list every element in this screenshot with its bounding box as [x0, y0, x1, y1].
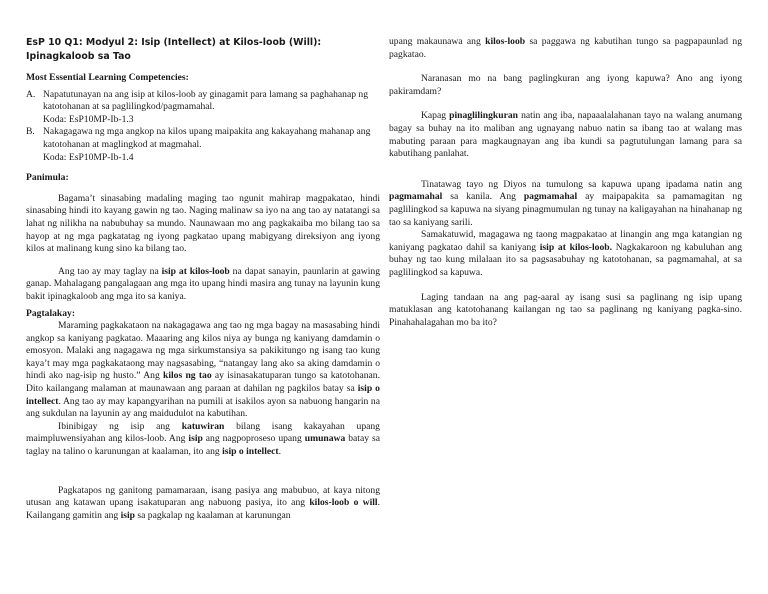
- bold-term: kilos ng tao: [163, 370, 212, 382]
- module-title: [26, 36, 380, 64]
- bold-term: kilos-loob: [485, 36, 526, 47]
- left-column: [26, 36, 380, 522]
- competency-item-a: [26, 89, 380, 127]
- text-run: upang makaunawa ang: [389, 36, 486, 47]
- text-run: ang nagpoproseso upang: [202, 433, 305, 445]
- pagtalakay-paragraph-1: [26, 320, 380, 421]
- text-run: natin ang iba, napaaalalahanan tayo na walang anumang bagay sa buhay na ito maliban ang ugnayang nabuo natin sa ibang tao at walang mas mabuting paraan para magkaugnayan ang iba kundi sa pagtutulungan lamang para sa kabutihang panlahat.: [389, 110, 742, 160]
- competency-label: B.: [26, 126, 35, 138]
- right-column: [389, 36, 742, 329]
- text-run: Pagkatapos ng ganitong pamamaraan, isang pasiya ang mabubuo, at kaya nitong utusan ang katawan upang isakatuparan ang nabuong pasiya, ito ang: [26, 484, 380, 509]
- competency-code: Koda: EsP10MP-Ib-1.3: [43, 113, 134, 125]
- text-run: batay sa taglay na talino o karunungan at kaalaman, ito ang: [26, 433, 380, 458]
- pagtalakay-paragraph-3: [26, 485, 380, 523]
- text-run: Tinatawag tayo ng Diyos na tumulong sa kapuwa upang ipadama natin ang: [421, 178, 742, 190]
- right-paragraph-6: Laging tandaan na ang pag-aaral ay isang susi sa paglinang ng isip upang matuklasan ang katotohanang kailangan ng tao sa paglinang ng kaniyang pagka-sino. Pinahahalagahan mo ba ito?: [389, 291, 742, 328]
- panimula-paragraph-1: Bagama’t sinasabing madaling maging tao ngunit mahirap magpakatao, hindi sinasabing hindi ito kayang gawin ng tao. Naging malinaw sa iyo na ang tao ay natatangi sa lahat ng nilikha na nabubuhay sa mundo. Naunawaan mo ang pagkakaiba mo bilang tao sa hayop at ng mga pagkatatag ng iyong pagkatao upang mabigyang direksiyon ang iyong kilos at malinang kung sino ka bilang tao.: [26, 192, 380, 255]
- right-paragraph-4: [389, 179, 742, 229]
- competency-label: A.: [26, 88, 36, 100]
- module-title-line2: Ipinagkaloob sa Tao: [26, 51, 131, 62]
- competency-item-b: [26, 126, 380, 164]
- text-run: na dapat sanayin, paunlarin at gawing ganap. Mahalagang pangalagaan ang mga ito upang hindi masira ang tunay na layunin kung bakit ipinagkaloob ang mga ito sa kaniya.: [26, 265, 380, 302]
- bold-term: kilos-loob o will: [309, 497, 378, 509]
- text-run: . Kailangang gamitin ang: [26, 497, 380, 521]
- text-run: Samakatuwid, magagawa ng taong magpakatao at linangin ang mga katangian ng kaniyang pagkatao dahil sa kaniyang: [389, 229, 742, 253]
- right-paragraph-5: [389, 229, 742, 279]
- bold-term: isip at kilos-loob: [161, 265, 230, 277]
- melc-heading: Most Essential Learning Competencies:: [26, 72, 189, 83]
- text-run: Nagkakaroon ng kabuluhan ang buhay ng tao kung milalaan ito sa pagsasabuhay ng katotohanan, sa pagmamahal, at sa paglilingkod sa kapuwa.: [389, 241, 742, 278]
- text-run: Ang tao ay may taglay na: [58, 265, 162, 277]
- bold-term: pinaglilingkuran: [449, 110, 518, 122]
- text-run: sa paggawa ng kabutihan tungo sa pagpapaunlad ng pagkatao.: [389, 36, 742, 60]
- text-run: bilang isang kakayahan upang maimpluwensiyahan ang kilos-loob. Ang: [26, 420, 380, 445]
- bold-term: isip: [188, 433, 203, 445]
- bold-term: isip o intellect: [222, 446, 279, 458]
- bold-term: isip o intellect: [26, 383, 380, 407]
- text-run: .: [278, 446, 281, 458]
- text-run: Ibinibigay ng isip ang: [58, 420, 182, 432]
- bold-term: katuwiran: [181, 420, 225, 432]
- text-run: Maraming pagkakataon na nakagagawa ang tao ng mga bagay na masasabing hindi angkop sa kaniyang pagkatao. Maaaring ang kilos niya ay bunga ng kaniyang damdamin o emosyon. Malaki ang nagagawa ng mga sirkumstansiya sa pakikitungo ng isang tao kung kaya’t may mga pagkakataong may nagsasabing, “natangay lang ako sa aking damdamin o hindi ako nag-isip ng husto.” Ang: [26, 320, 380, 382]
- right-paragraph-1: [389, 36, 742, 61]
- text-run: sa kanila. Ang: [442, 191, 524, 203]
- pagtalakay-paragraph-2: [26, 421, 380, 459]
- bold-term: umunawa: [304, 433, 346, 445]
- text-run: sa pagkalap ng kaalaman at karunungan: [135, 509, 291, 521]
- bold-term: pagmamahal: [389, 191, 443, 203]
- competency-text: Nakagagawa ng mga angkop na kilos upang maipakita ang kakayahang mahanap ang katotohanan at maglingkod at magmahal.: [43, 126, 371, 150]
- text-run: ay isinasakatuparan tungo sa katotohanan. Dito kailangang malaman at maunawaan ang paraan at dahilan ng pagkilos batay sa: [26, 370, 380, 395]
- competency-code: Koda: EsP10MP-Ib-1.4: [43, 151, 134, 163]
- competency-text: Napatutunayan na ang isip at kilos-loob ay ginagamit para lamang sa paghahanap ng katotohanan at sa paglilingkod/pagmamahal.: [43, 88, 369, 113]
- bold-term: isip at kilos-loob.: [539, 241, 612, 253]
- right-paragraph-2: Naranasan mo na bang paglingkuran ang iyong kapuwa? Ano ang iyong pakiramdam?: [389, 73, 742, 97]
- module-title-line1: EsP 10 Q1: Modyul 2: Isip (Intellect) at Kilos-loob (Will):: [26, 37, 322, 48]
- bold-term: pagmamahal: [523, 191, 578, 203]
- pagtalakay-heading: Pagtalakay:: [26, 307, 76, 319]
- bold-term: isip: [120, 509, 135, 521]
- panimula-paragraph-2: [26, 266, 380, 304]
- text-run: ay maipapakita sa pamamagitan ng paglilingkod sa kapuwa na siyang pinagmumulan ng tunay na kaligayahan na hinahanap ng tao sa kaniyang sarili.: [389, 191, 742, 228]
- text-run: . Ang tao ay may kapangyarihan na pumili at isakilos ayon sa nabuong hangarin na ang sukdulan na layunin ay ang maidudulot na kabutihan.: [26, 395, 380, 420]
- right-paragraph-3: [389, 110, 742, 160]
- panimula-heading: Panimula:: [26, 172, 69, 184]
- text-run: Kapag: [421, 110, 450, 122]
